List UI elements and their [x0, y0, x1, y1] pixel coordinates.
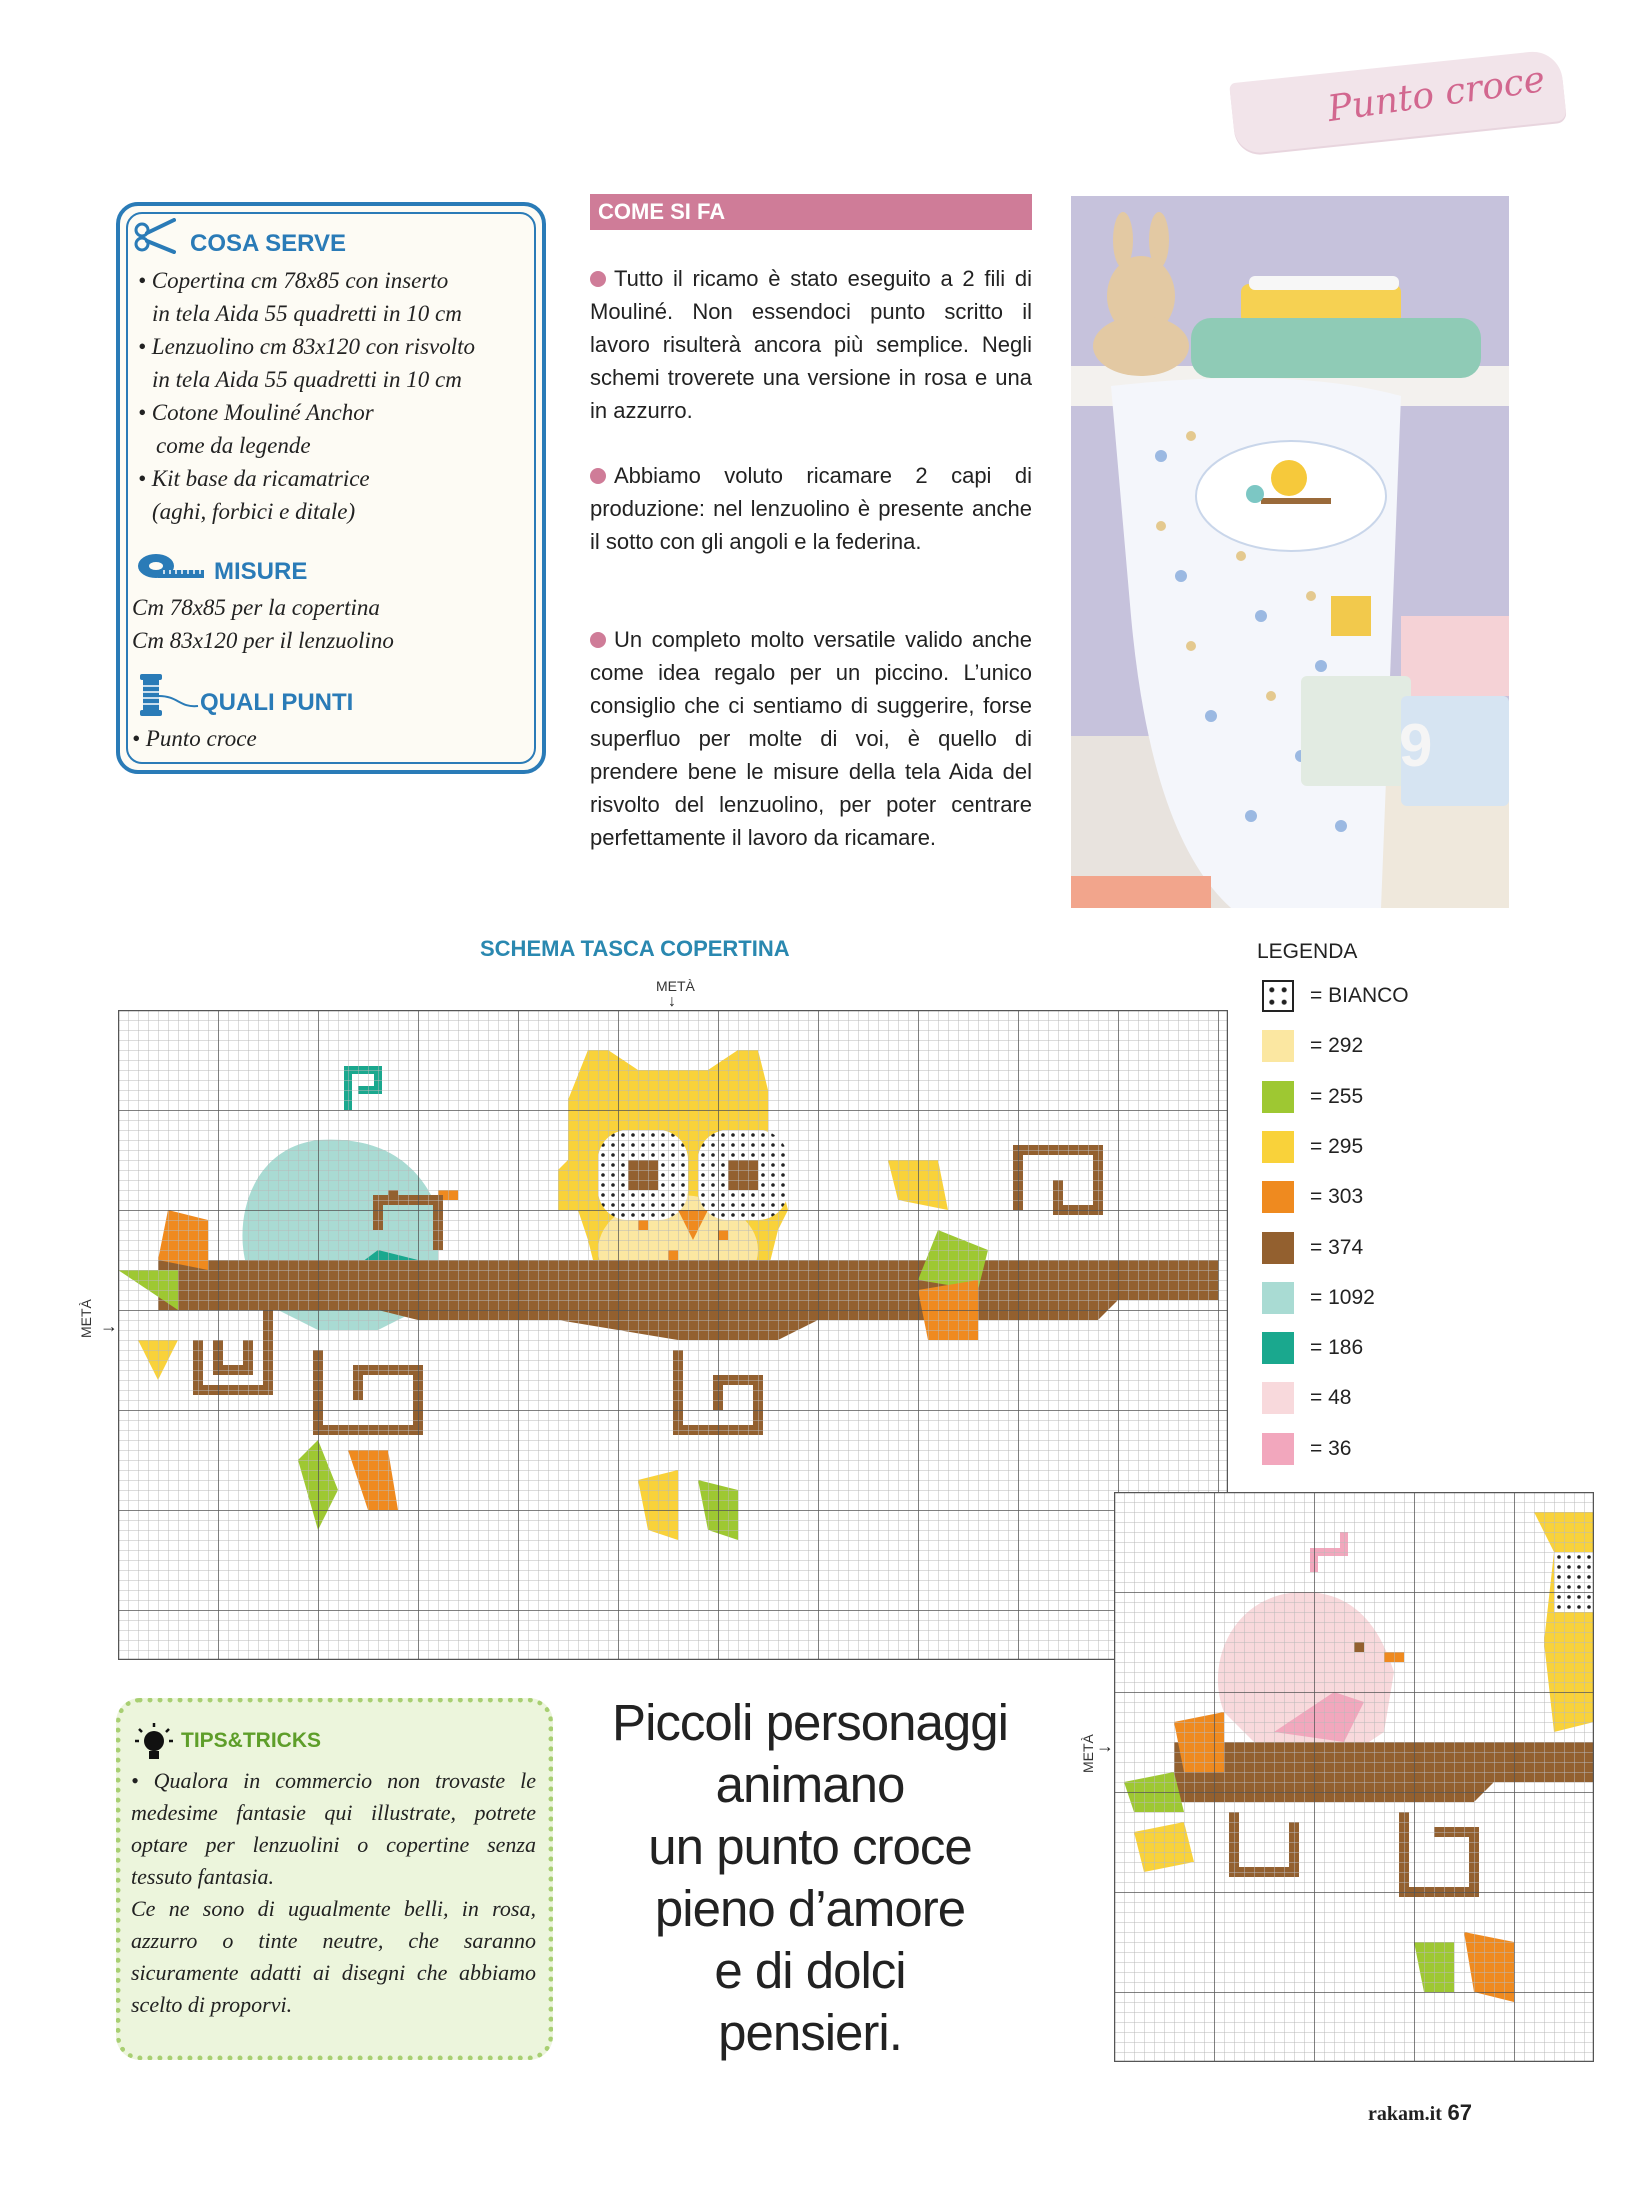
cosa-serve-line: in tela Aida 55 quadretti in 10 cm — [152, 367, 462, 392]
cosa-serve-line: • Copertina cm 78x85 con inserto — [138, 268, 449, 293]
how-to-title: COME SI FA — [590, 194, 1032, 230]
legend-label: = 48 — [1310, 1386, 1352, 1410]
right-arrow-icon: → — [1096, 1736, 1114, 1756]
legend-swatch — [1262, 1433, 1294, 1465]
site-name: rakam.it — [1368, 2103, 1442, 2125]
materials-box — [116, 202, 546, 774]
pull-quote — [580, 1692, 1040, 2064]
misure-line: Cm 83x120 per il lenzuolino — [132, 628, 394, 653]
section-tag-label: Punto croce — [1325, 58, 1548, 131]
cosa-serve-line: • Lenzuolino cm 83x120 con risvolto — [138, 334, 476, 359]
quote-line: e di dolci — [714, 1942, 906, 1999]
lightbulb-icon — [135, 1721, 173, 1763]
legend-swatch — [1262, 1081, 1294, 1113]
page-footer — [1368, 2100, 1472, 2126]
legend-swatch — [1262, 1030, 1294, 1062]
legend-swatch — [1262, 1131, 1294, 1163]
misure-title: MISURE — [214, 558, 308, 585]
legend-swatch — [1262, 1332, 1294, 1364]
legend-label: = 292 — [1310, 1034, 1364, 1058]
legend-swatch — [1262, 1382, 1294, 1414]
cosa-serve-line: in tela Aida 55 quadretti in 10 cm — [152, 301, 462, 326]
how-to-paragraph-text: Un completo molto versatile valido anche come idea regalo per un piccino. L’unico consiglio che ci sentiamo di suggerire, forse superfluo per molte di voi, è quello di prendere bene le misure della tela Aida del risvolto del lenzuolino, per poter centrare perfettamente il lavoro da ricamare. — [590, 627, 1032, 850]
pink-bullet-icon — [590, 468, 606, 484]
legend-label: = 186 — [1310, 1336, 1364, 1360]
how-to-paragraph — [590, 459, 1032, 558]
cosa-serve-line: come da legende — [156, 433, 311, 458]
cosa-serve-title: COSA SERVE — [190, 230, 347, 257]
down-arrow-icon: ↓ — [668, 993, 676, 1010]
quote-line: Piccoli personaggi — [612, 1694, 1008, 1751]
cosa-serve-line: • Cotone Mouliné Anchor — [138, 400, 374, 425]
quote-line: pensieri. — [718, 2004, 902, 2061]
cross-stitch-chart — [118, 1010, 1228, 1660]
tape-measure-icon — [136, 550, 206, 584]
chart-title: SCHEMA TASCA COPERTINA — [480, 936, 790, 961]
side-marker-label: METÀ — [78, 1299, 94, 1338]
legend-swatch — [1262, 1232, 1294, 1264]
quote-line: animano — [715, 1756, 905, 1813]
legend-title: LEGENDA — [1257, 940, 1358, 963]
center-marker-label: METÀ — [656, 978, 695, 994]
quote-line: pieno d’amore — [654, 1880, 966, 1937]
side-marker-small-label: METÀ — [1080, 1734, 1096, 1773]
block-number: 9 — [1399, 712, 1433, 779]
pink-bullet-icon — [590, 271, 606, 287]
quali-punti-line: • Punto croce — [132, 726, 257, 751]
how-to-paragraph — [590, 623, 1032, 854]
right-arrow-icon: → — [100, 1316, 118, 1336]
tips-text — [131, 1765, 536, 2021]
section-tag — [1232, 52, 1564, 148]
tips-title: TIPS&TRICKS — [181, 1729, 322, 1752]
legend-swatch — [1262, 980, 1294, 1012]
page-number: 67 — [1447, 2100, 1472, 2125]
legend-label: = 36 — [1310, 1436, 1352, 1460]
pink-bullet-icon — [590, 632, 606, 648]
legend-label: = 295 — [1310, 1134, 1364, 1158]
how-to-paragraph — [590, 262, 1032, 427]
misure-line: Cm 78x85 per la copertina — [132, 595, 380, 620]
legend-label: = 255 — [1310, 1084, 1364, 1108]
thread-spool-icon — [138, 672, 202, 722]
tips-text-part: • Qualora in commercio non trovaste le medesime fantasie qui illustrate, potrete optare per lenzuolini o copertine senza tessuto fantasia. — [131, 1768, 536, 1889]
legend-label: = BIANCO — [1310, 984, 1409, 1007]
how-to-paragraph-text: Abbiamo voluto ricamare 2 capi di produzione: nel lenzuolino è presente anche il sotto con gli angoli e la federina. — [590, 463, 1032, 554]
product-photo — [1071, 196, 1509, 908]
legend-swatch — [1262, 1181, 1294, 1213]
tips-text-part: Ce ne sono di ugualmente belli, in rosa, azzurro o tinte neutre, che saranno sicuramente adatti ai disegni che abbiamo scelto di proporvi. — [131, 1896, 536, 2017]
legend-swatch — [1262, 1282, 1294, 1314]
cross-stitch-chart-pink-variant — [1114, 1492, 1594, 2062]
cosa-serve-line: (aghi, forbici e ditale) — [152, 499, 356, 524]
how-to-paragraph-text: Tutto il ricamo è stato eseguito a 2 fili di Mouliné. Non essendoci punto scritto il lavoro risulterà ancora più semplice. Negli schemi troverete una versione in rosa e una in azzurro. — [590, 266, 1032, 423]
baby-blanket-photo-illustration — [1071, 196, 1509, 908]
scissors-icon — [134, 218, 176, 254]
tips-box — [116, 1698, 553, 2060]
legend-label: = 374 — [1310, 1235, 1364, 1259]
quali-punti-title: QUALI PUNTI — [200, 689, 354, 716]
legend-label: = 1092 — [1310, 1285, 1375, 1309]
cosa-serve-line: • Kit base da ricamatrice — [138, 466, 370, 491]
quote-line: un punto croce — [648, 1818, 972, 1875]
legend-label: = 303 — [1310, 1185, 1364, 1209]
